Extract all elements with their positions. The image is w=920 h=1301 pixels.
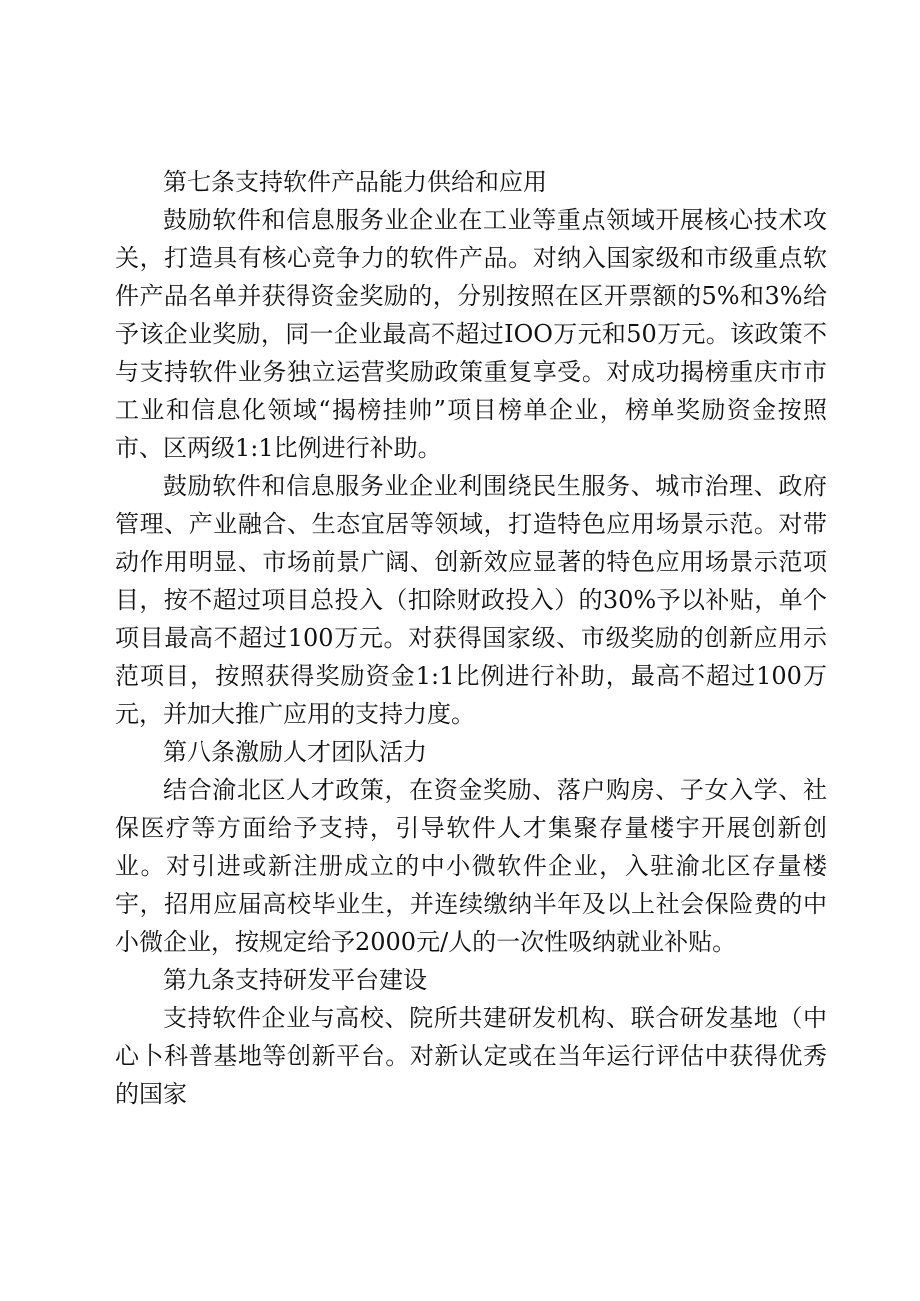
article-7-paragraph-2: 鼓励软件和信息服务业企业利围绕民生服务、城市治理、政府管理、产业融合、生态宜居等领域，打造特色应用场景示范。对带动作用明显、市场前景广阔、创新效应显著的特色应用场景示范项目，按不超过项目总投入（扣除财政投入）的30%予以补贴，单个项目最高不超过100万元。对获得国家级、市级奖励的创新应用示范项目，按照获得奖励资金1:1比例进行补助，最高不超过100万元，并加大推广应用的支持力度。 — [115, 472, 827, 728]
article-8-heading: 第八条激励人才团队活力 — [163, 738, 427, 766]
article-7-heading: 第七条支持软件产品能力供给和应用 — [163, 168, 547, 196]
document-body — [115, 163, 827, 1113]
article-7-paragraph-1: 鼓励软件和信息服务业企业在工业等重点领域开展核心技术攻关，打造具有核心竞争力的软件产品。对纳入国家级和市级重点软件产品名单并获得资金奖励的，分别按照在区开票额的5%和3%给予该企业奖励，同一企业最高不超过IOO万元和50万元。该政策不与支持软件业务独立运营奖励政策重复享受。对成功揭榜重庆市市工业和信息化领域“揭榜挂帅”项目榜单企业，榜单奖励资金按照市、区两级1:1比例进行补助。 — [115, 206, 827, 462]
article-9-heading: 第九条支持研发平台建设 — [163, 966, 427, 994]
article-8-paragraph-1: 结合渝北区人才政策，在资金奖励、落户购房、子女入学、社保医疗等方面给予支持，引导软件人才集聚存量楼宇开展创新创业。对引进或新注册成立的中小微软件企业，入驻渝北区存量楼宇，招用应届高校毕业生，并连续缴纳半年及以上社会保险费的中小微企业，按规定给予2000元/人的一次性吸纳就业补贴。 — [115, 776, 827, 956]
article-9-paragraph-1: 支持软件企业与高校、院所共建研发机构、联合研发基地（中心卜科普基地等创新平台。对新认定或在当年运行评估中获得优秀的国家 — [115, 1004, 827, 1108]
